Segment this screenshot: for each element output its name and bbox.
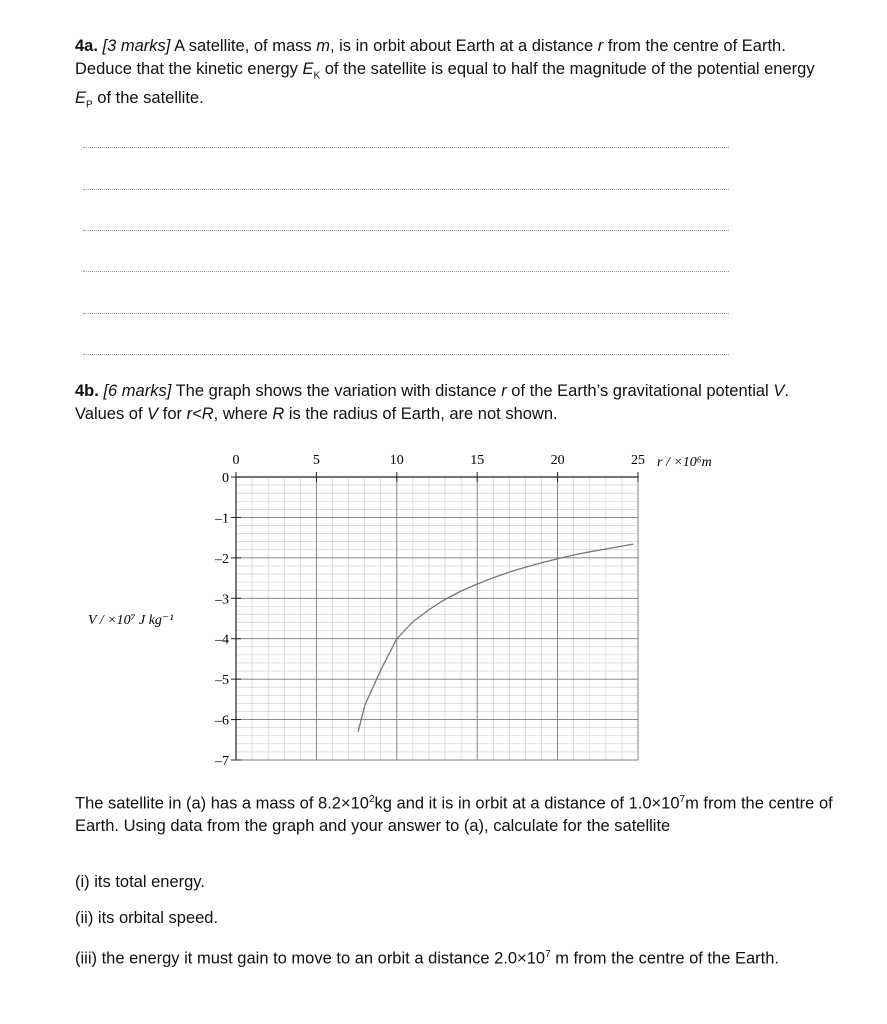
x-tick-label: 15: [470, 453, 485, 468]
q-var: E: [302, 59, 314, 78]
y-tick-label: –2: [215, 551, 229, 567]
answer-line[interactable]: [83, 271, 729, 272]
potential-graph: [60, 440, 760, 770]
y-axis-label: V / ×10⁷ J kg⁻¹: [88, 613, 174, 628]
q-text: A satellite, of mass: [170, 37, 317, 55]
part-i: (i) its total energy.: [75, 873, 205, 891]
y-tick-label: –3: [215, 592, 229, 608]
para-text: (iii) the energy it must gain to move to an orbit a distance 2.0×10: [75, 949, 546, 968]
grid-major: [236, 477, 638, 760]
x-tick-label: 10: [389, 453, 404, 468]
answer-line[interactable]: [83, 230, 729, 231]
y-tick-label: –4: [215, 632, 229, 648]
x-tick-label: 5: [312, 453, 320, 468]
part-iii: [75, 944, 835, 970]
q-sub: P: [86, 99, 93, 111]
para-sup: 2: [368, 794, 375, 805]
x-tick-label: 0: [232, 453, 240, 468]
para-text: The satellite in (a) has a mass of 8.2×10: [75, 794, 369, 813]
para-text: m from the centre of Earth. Using data from the graph and your answer to (a), calculate for the satellite: [75, 794, 833, 835]
q-text: , is in orbit about Earth at a distance: [329, 37, 598, 55]
y-tick-label: –1: [215, 511, 229, 527]
q-text: of the satellite.: [92, 89, 204, 108]
y-tick-label: –5: [215, 673, 229, 689]
para-sup: 7: [679, 794, 686, 805]
q-var: r: [597, 37, 604, 55]
q-text: of the satellite is equal to half the magnitude of the potential energy: [320, 59, 815, 78]
y-tick-label: –7: [215, 754, 229, 769]
answer-line[interactable]: [83, 313, 729, 314]
q-var: E: [75, 89, 87, 108]
y-tick-labels: [214, 471, 229, 769]
para-text: kg and it is in orbit at a distance of 1.0×10: [374, 794, 680, 813]
question-4a: [75, 35, 835, 117]
q-text: The graph shows the variation with distance: [171, 382, 502, 400]
q-sub: K: [313, 69, 321, 81]
part-ii: (ii) its orbital speed.: [75, 909, 219, 927]
q-var: r: [501, 382, 507, 400]
question-number: 4b.: [75, 382, 99, 400]
grid-minor: [236, 477, 638, 760]
question-number: 4a.: [75, 37, 98, 55]
question-4b: [75, 380, 835, 425]
q-var: r<R: [186, 404, 214, 423]
marks-label: [6 marks]: [103, 382, 172, 400]
q-var: m: [316, 37, 330, 55]
x-tick-label: 25: [631, 453, 645, 468]
answer-line[interactable]: [83, 354, 729, 355]
para-text: m from the centre of the Earth.: [550, 949, 779, 968]
y-tick-label: –6: [215, 713, 229, 729]
q-var: V: [147, 404, 159, 423]
marks-label: [3 marks]: [102, 37, 171, 55]
x-tick-label: 20: [550, 453, 565, 468]
para-sup: 7: [545, 949, 551, 960]
q-text: , where: [213, 404, 273, 423]
q-text: is the radius of Earth, are not shown.: [284, 404, 558, 423]
q-text: of the Earth’s gravitational potential: [506, 382, 774, 400]
question-4b-context: [75, 789, 835, 838]
q-text: from the centre of Earth. Deduce that the kinetic energy: [75, 37, 786, 78]
y-tick-label: 0: [222, 471, 229, 486]
q-text: for: [158, 404, 187, 423]
q-var: V: [773, 382, 785, 400]
q-var: R: [272, 404, 285, 423]
answer-line[interactable]: [83, 189, 729, 190]
x-axis-label: r / ×10⁶m: [657, 455, 712, 470]
axes: [231, 472, 638, 760]
answer-line[interactable]: [83, 147, 729, 148]
q-text: . Values of: [75, 382, 789, 423]
x-tick-labels: [233, 453, 646, 468]
